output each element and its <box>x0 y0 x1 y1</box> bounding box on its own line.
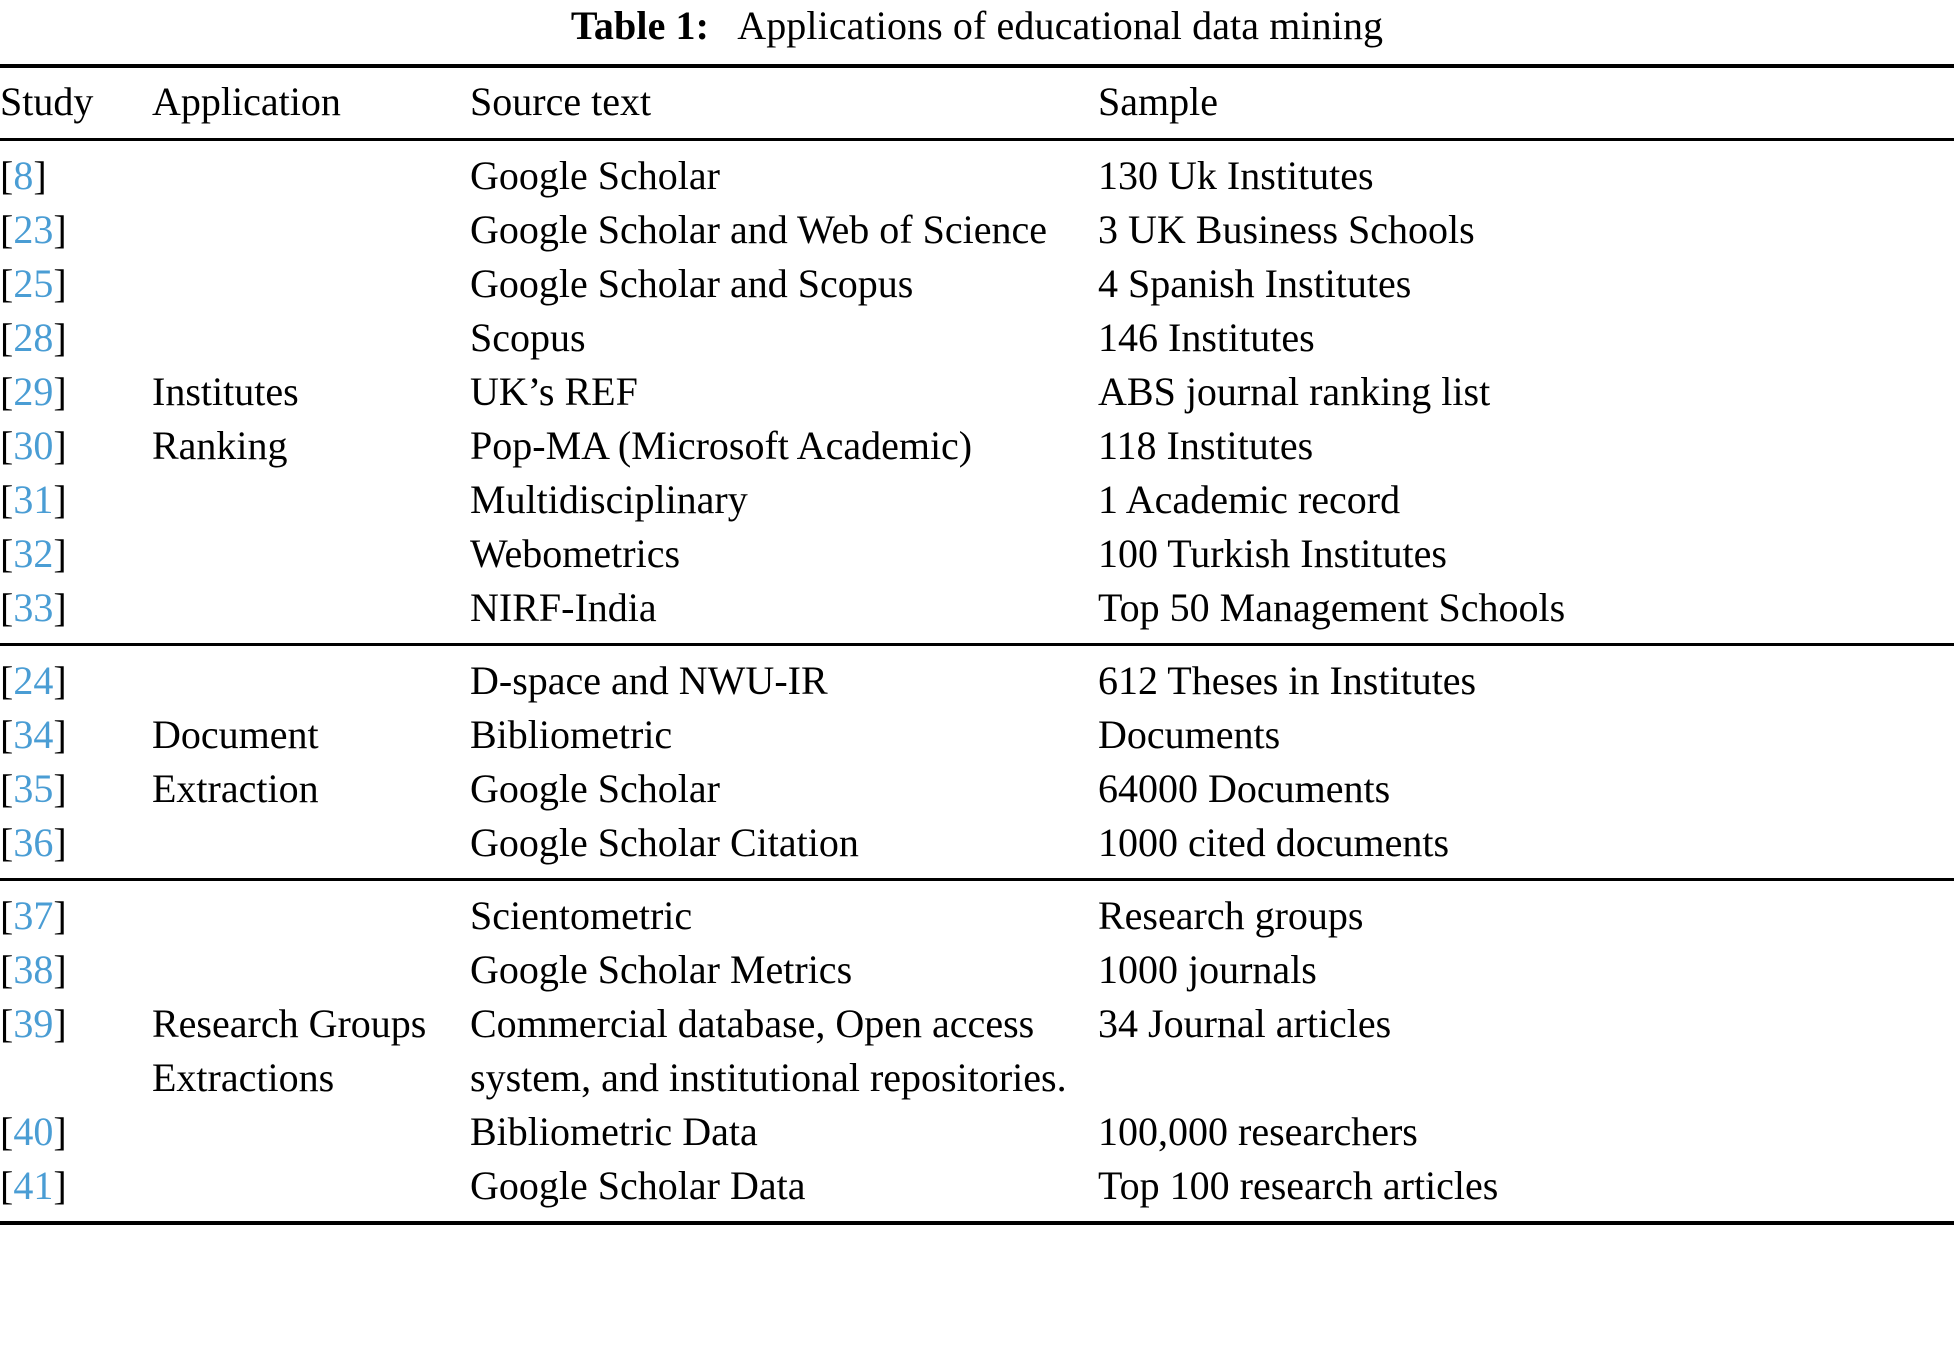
cell-application <box>152 881 470 943</box>
ref-bracket-close: ] <box>53 261 67 306</box>
ref-bracket-open: [ <box>0 712 14 757</box>
table-row <box>0 881 1954 943</box>
column-header-source-text: Source text <box>470 79 652 124</box>
cell-sample: 130 Uk Institutes <box>1098 153 1374 198</box>
ref-bracket-open: [ <box>0 423 14 468</box>
ref-bracket-close: ] <box>53 315 67 360</box>
cell-source-text: D-space and NWU-IR <box>470 658 828 703</box>
reference-link[interactable]: 31 <box>13 477 54 522</box>
table-row <box>0 1105 1954 1159</box>
cell-application: Ranking <box>152 423 288 468</box>
ref-bracket-close: ] <box>33 153 47 198</box>
cell-source-text: Scientometric <box>470 893 693 938</box>
cell-sample: 1 Academic record <box>1098 477 1401 522</box>
table-row <box>0 581 1954 645</box>
table-data-rows <box>0 141 1954 1225</box>
cell-source-text: system, and institutional repositories. <box>470 1055 1067 1100</box>
caption-label: Table 1: <box>570 3 710 48</box>
table-header-row <box>0 68 1954 140</box>
cell-application <box>152 581 470 645</box>
cell-sample: Research groups <box>1098 893 1364 938</box>
ref-bracket-open: [ <box>0 1109 14 1154</box>
cell-sample: 100,000 researchers <box>1098 1109 1418 1154</box>
cell-sample: ABS journal ranking list <box>1098 369 1491 414</box>
cell-study <box>0 762 152 816</box>
ref-bracket-open: [ <box>0 153 14 198</box>
ref-bracket-close: ] <box>53 1109 67 1154</box>
cell-application: Institutes <box>152 369 299 414</box>
table-row <box>0 943 1954 997</box>
cell-study <box>0 997 152 1051</box>
cell-study <box>0 1105 152 1159</box>
reference-link[interactable]: 38 <box>13 947 54 992</box>
ref-bracket-open: [ <box>0 369 14 414</box>
cell-application: Extractions <box>152 1055 335 1100</box>
cell-sample: 3 UK Business Schools <box>1098 207 1475 252</box>
cell-study <box>0 527 152 581</box>
cell-application <box>152 141 470 203</box>
cell-sample: Top 100 research articles <box>1098 1163 1499 1208</box>
cell-study <box>0 581 152 645</box>
table-row <box>0 646 1954 708</box>
table-row <box>0 257 1954 311</box>
cell-source-text: Webometrics <box>470 531 681 576</box>
ref-bracket-open: [ <box>0 766 14 811</box>
cell-study <box>0 1159 152 1223</box>
cell-study <box>0 816 152 880</box>
cell-application <box>152 257 470 311</box>
cell-sample: 4 Spanish Institutes <box>1098 261 1412 306</box>
ref-bracket-open: [ <box>0 1163 14 1208</box>
cell-source-text: Google Scholar and Web of Science <box>470 207 1047 252</box>
cell-study <box>0 141 152 203</box>
ref-bracket-close: ] <box>53 369 67 414</box>
reference-link[interactable]: 41 <box>13 1163 54 1208</box>
ref-bracket-open: [ <box>0 893 14 938</box>
cell-source-text: UK’s REF <box>470 369 638 414</box>
cell-study <box>0 708 152 762</box>
ref-bracket-close: ] <box>53 820 67 865</box>
ref-bracket-open: [ <box>0 315 14 360</box>
reference-link[interactable]: 39 <box>13 1001 54 1046</box>
cell-source-text: Google Scholar <box>470 766 720 811</box>
cell-sample: 118 Institutes <box>1098 423 1314 468</box>
applications-table <box>0 64 1954 1225</box>
reference-link[interactable]: 24 <box>13 658 54 703</box>
cell-study <box>0 203 152 257</box>
column-header-study: Study <box>0 79 94 124</box>
ref-bracket-open: [ <box>0 1001 14 1046</box>
ref-bracket-open: [ <box>0 531 14 576</box>
table-row <box>0 203 1954 257</box>
reference-link[interactable]: 37 <box>13 893 54 938</box>
cell-study <box>0 365 152 419</box>
ref-bracket-close: ] <box>53 712 67 757</box>
cell-application <box>152 646 470 708</box>
reference-link[interactable]: 33 <box>13 585 54 630</box>
cell-study <box>0 881 152 943</box>
ref-bracket-open: [ <box>0 207 14 252</box>
ref-bracket-open: [ <box>0 658 14 703</box>
ref-bracket-open: [ <box>0 820 14 865</box>
cell-application <box>152 203 470 257</box>
caption-text: Applications of educational data mining <box>737 3 1384 48</box>
cell-source-text: Google Scholar Data <box>470 1163 806 1208</box>
ref-bracket-close: ] <box>53 207 67 252</box>
table-row <box>0 816 1954 880</box>
cell-source-text: Multidisciplinary <box>470 477 748 522</box>
ref-bracket-close: ] <box>53 947 67 992</box>
table-row <box>0 141 1954 203</box>
ref-bracket-open: [ <box>0 585 14 630</box>
ref-bracket-open: [ <box>0 261 14 306</box>
table-row <box>0 527 1954 581</box>
cell-sample: 612 Theses in Institutes <box>1098 658 1477 703</box>
reference-link[interactable]: 28 <box>13 315 54 360</box>
cell-application <box>152 1105 470 1159</box>
table-row <box>0 1159 1954 1223</box>
table-body <box>0 66 1954 141</box>
reference-link[interactable]: 34 <box>13 712 54 757</box>
reference-link[interactable]: 35 <box>13 766 54 811</box>
cell-sample <box>1098 1051 1954 1105</box>
cell-source-text: Bibliometric <box>470 712 673 757</box>
ref-bracket-close: ] <box>53 477 67 522</box>
ref-bracket-open: [ <box>0 477 14 522</box>
reference-link[interactable]: 25 <box>13 261 54 306</box>
reference-link[interactable]: 29 <box>13 369 54 414</box>
cell-source-text: Google Scholar and Scopus <box>470 261 914 306</box>
cell-source-text: Commercial database, Open access <box>470 1001 1035 1046</box>
cell-sample: 64000 Documents <box>1098 766 1391 811</box>
cell-source-text: Bibliometric Data <box>470 1109 758 1154</box>
cell-source-text: Google Scholar Citation <box>470 820 859 865</box>
reference-link[interactable]: 32 <box>13 531 54 576</box>
table-row <box>0 419 1954 473</box>
reference-link[interactable]: 40 <box>13 1109 54 1154</box>
table-row <box>0 997 1954 1051</box>
cell-application <box>152 1159 470 1223</box>
cell-sample: 1000 journals <box>1098 947 1317 992</box>
cell-application: Document <box>152 712 319 757</box>
cell-application <box>152 943 470 997</box>
reference-link[interactable]: 23 <box>13 207 54 252</box>
cell-sample: Top 50 Management Schools <box>1098 585 1566 630</box>
ref-bracket-close: ] <box>53 658 67 703</box>
ref-bracket-close: ] <box>53 1163 67 1208</box>
cell-application <box>152 527 470 581</box>
table-row <box>0 762 1954 816</box>
cell-sample: Documents <box>1098 712 1281 757</box>
table-row <box>0 708 1954 762</box>
cell-study <box>0 646 152 708</box>
ref-bracket-close: ] <box>53 423 67 468</box>
table-row <box>0 1051 1954 1105</box>
cell-study <box>0 473 152 527</box>
cell-source-text: Google Scholar <box>470 153 720 198</box>
cell-application <box>152 473 470 527</box>
ref-bracket-close: ] <box>53 585 67 630</box>
cell-application <box>152 816 470 880</box>
cell-source-text: NIRF-India <box>470 585 657 630</box>
column-header-application: Application <box>152 79 341 124</box>
ref-bracket-close: ] <box>53 766 67 811</box>
cell-study <box>0 311 152 365</box>
table-row <box>0 311 1954 365</box>
cell-application <box>152 311 470 365</box>
cell-source-text: Scopus <box>470 315 586 360</box>
ref-bracket-close: ] <box>53 893 67 938</box>
reference-link[interactable]: 30 <box>13 423 54 468</box>
cell-study <box>0 943 152 997</box>
cell-sample: 1000 cited documents <box>1098 820 1450 865</box>
cell-sample: 34 Journal articles <box>1098 1001 1392 1046</box>
cell-application: Research Groups <box>152 1001 427 1046</box>
cell-study <box>0 257 152 311</box>
table-row <box>0 365 1954 419</box>
ref-bracket-open: [ <box>0 947 14 992</box>
reference-link[interactable]: 8 <box>13 153 34 198</box>
cell-application: Extraction <box>152 766 319 811</box>
cell-sample: 146 Institutes <box>1098 315 1315 360</box>
rule-bottom <box>0 1223 1954 1225</box>
cell-source-text: Google Scholar Metrics <box>470 947 853 992</box>
ref-bracket-close: ] <box>53 531 67 576</box>
cell-study <box>0 419 152 473</box>
ref-bracket-close: ] <box>53 1001 67 1046</box>
cell-sample: 100 Turkish Institutes <box>1098 531 1447 576</box>
table-caption <box>0 0 1954 50</box>
reference-link[interactable]: 36 <box>13 820 54 865</box>
cell-source-text: Pop-MA (Microsoft Academic) <box>470 423 973 468</box>
table-row <box>0 473 1954 527</box>
column-header-sample: Sample <box>1098 79 1218 124</box>
cell-study <box>0 1051 152 1105</box>
